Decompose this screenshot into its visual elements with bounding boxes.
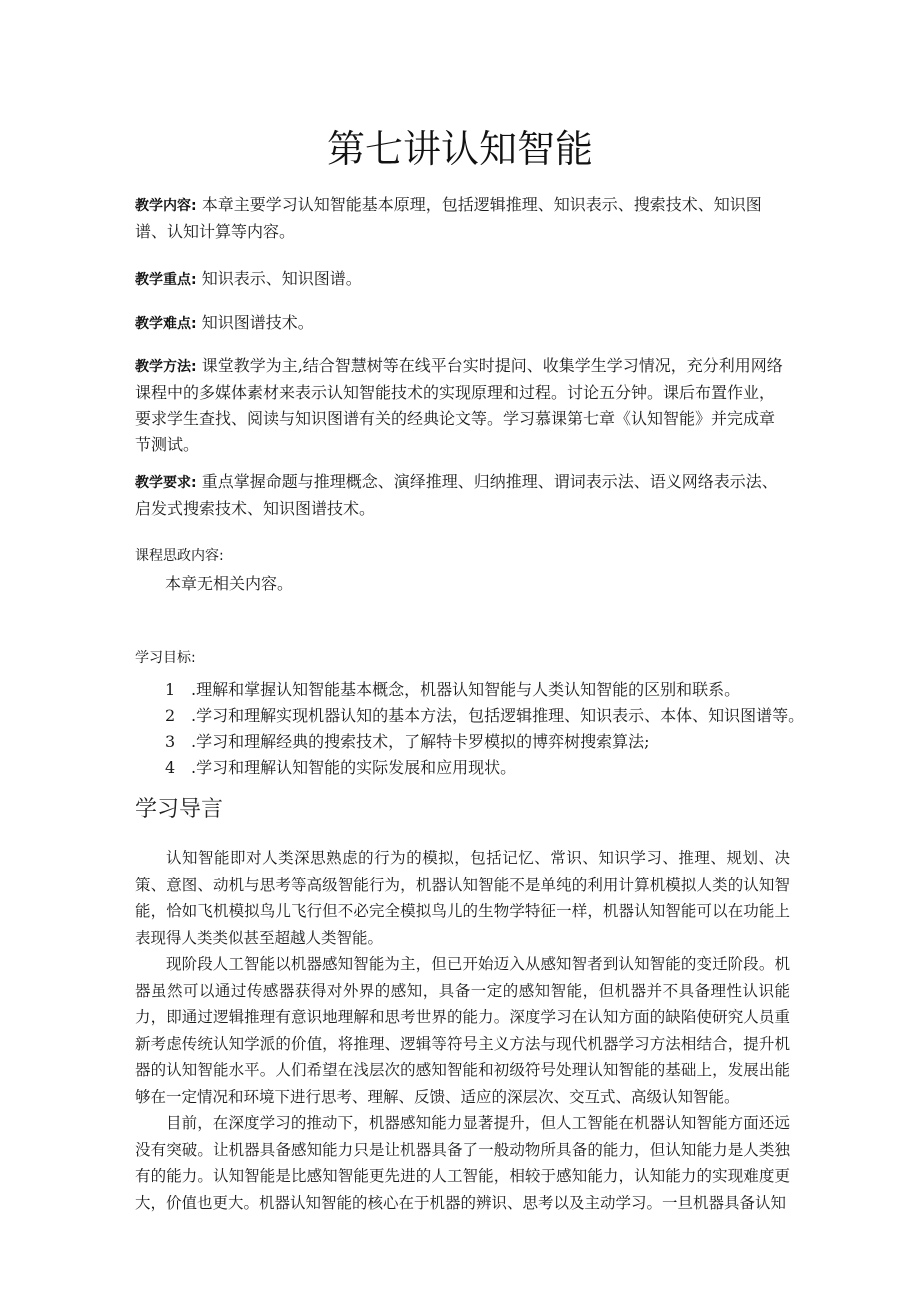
list-item	[165, 703, 805, 729]
guide-paragraph: 认知智能即对人类深思熟虑的行为的模拟，包括记忆、常识、知识学习、推理、规划、决策、意图、动机与思考等高级智能行为，机器认知智能不是单纯的利用计算机模拟人类的认知智能，恰如飞机模拟鸟儿飞行但不必完全模拟鸟儿的生物学特征一样，机器认知智能可以在功能上表现得人类类似甚至超越人类智能。	[135, 849, 790, 947]
goal-number: 2	[165, 706, 176, 725]
goal-number: 1	[165, 680, 176, 699]
teaching-method-label: 教学方法:	[135, 359, 197, 375]
list-item	[165, 677, 790, 703]
teaching-content-section	[135, 192, 790, 245]
learning-goals-list	[165, 677, 805, 781]
guide-paragraph: 现阶段人工智能以机器感知智能为主，但已开始迈入从感知智者到认知智能的变迁阶段。机器虽然可以通过传感器获得对外界的感知，具备一定的感知智能，但机器并不具备理性认识能力，即通过逻辑推理有意识地理解和思考世界的能力。深度学习在认知方面的缺陷使研究人员重新考虑传统认知学派的价值，将推理、逻辑等符号主义方法与现代机器学习方法相结合，提升机器的认知智能水平。人们希望在浅层次的感知智能和初级符号处理认知智能的基础上，发展出能够在一定情况和环境下进行思考、理解、反馈、适应的深层次、交互式、高级认知智能。	[135, 955, 790, 1106]
ideological-text: 本章无相关内容。	[165, 574, 294, 593]
teaching-method-section	[135, 353, 790, 458]
list-item	[165, 755, 790, 781]
teaching-content-label: 教学内容:	[135, 198, 197, 214]
goal-text: .学习和理解经典的搜索技术，了解特卡罗模拟的博弈树搜索算法;	[191, 732, 650, 751]
list-item	[165, 729, 790, 755]
teaching-requirements-section	[135, 469, 790, 522]
teaching-focus-text: 知识表示、知识图谱。	[201, 269, 362, 288]
goal-text: .理解和掌握认知智能基本概念，机器认知智能与人类认知智能的区别和联系。	[191, 680, 741, 699]
goal-text: .学习和理解实现机器认知的基本方法，包括逻辑推理、知识表示、本体、知识图谱等。	[191, 706, 805, 725]
guide-heading: 学习导言	[135, 797, 224, 822]
teaching-difficulty-label: 教学难点:	[135, 316, 197, 332]
teaching-focus-section	[135, 266, 790, 293]
guide-body	[135, 845, 790, 1216]
goal-number: 3	[165, 732, 176, 751]
teaching-requirements-label: 教学要求:	[135, 475, 197, 491]
guide-paragraph: 目前，在深度学习的推动下，机器感知能力显著提升，但人工智能在机器认知智能方面还远没有突破。让机器具备感知能力只是让机器具备了一般动物所具备的能力，但认知能力是人类独有的能力。认知智能是比感知智能更先进的人工智能，相较于感知能力，认知能力的实现难度更大，价值也更大。机器认知智能的核心在于机器的辨识、思考以及主动学习。一旦机器具备认知	[135, 1114, 790, 1212]
teaching-content-text: 本章主要学习认知智能基本原理，包括逻辑推理、知识表示、搜索技术、知识图谱、认知计算等内容。	[135, 195, 762, 241]
teaching-difficulty-text: 知识图谱技术。	[201, 313, 314, 332]
goal-text: .学习和理解认知智能的实际发展和应用现状。	[191, 758, 517, 777]
ideological-label: 课程思政内容:	[135, 548, 224, 564]
learning-goals-label: 学习目标:	[135, 650, 196, 666]
ideological-section	[135, 543, 790, 597]
learning-goals-section	[135, 645, 805, 781]
teaching-method-text: 课堂教学为主,结合智慧树等在线平台实时提问、收集学生学习情况，充分利用网络课程中的多媒体素材来表示认知智能技术的实现原理和过程。讨论五分钟。课后布置作业，要求学生查找、阅读与知识图谱有关的经典论文等。学习慕课第七章《认知智能》并完成章节测试。	[135, 356, 783, 454]
teaching-difficulty-section	[135, 310, 790, 337]
goal-number: 4	[165, 758, 176, 777]
teaching-requirements-text: 重点掌握命题与推理概念、演绎推理、归纳推理、谓词表示法、语义网络表示法、启发式搜索技术、知识图谱技术。	[135, 472, 778, 518]
page-title: 第七讲认知智能	[326, 127, 593, 171]
teaching-focus-label: 教学重点:	[135, 272, 197, 288]
